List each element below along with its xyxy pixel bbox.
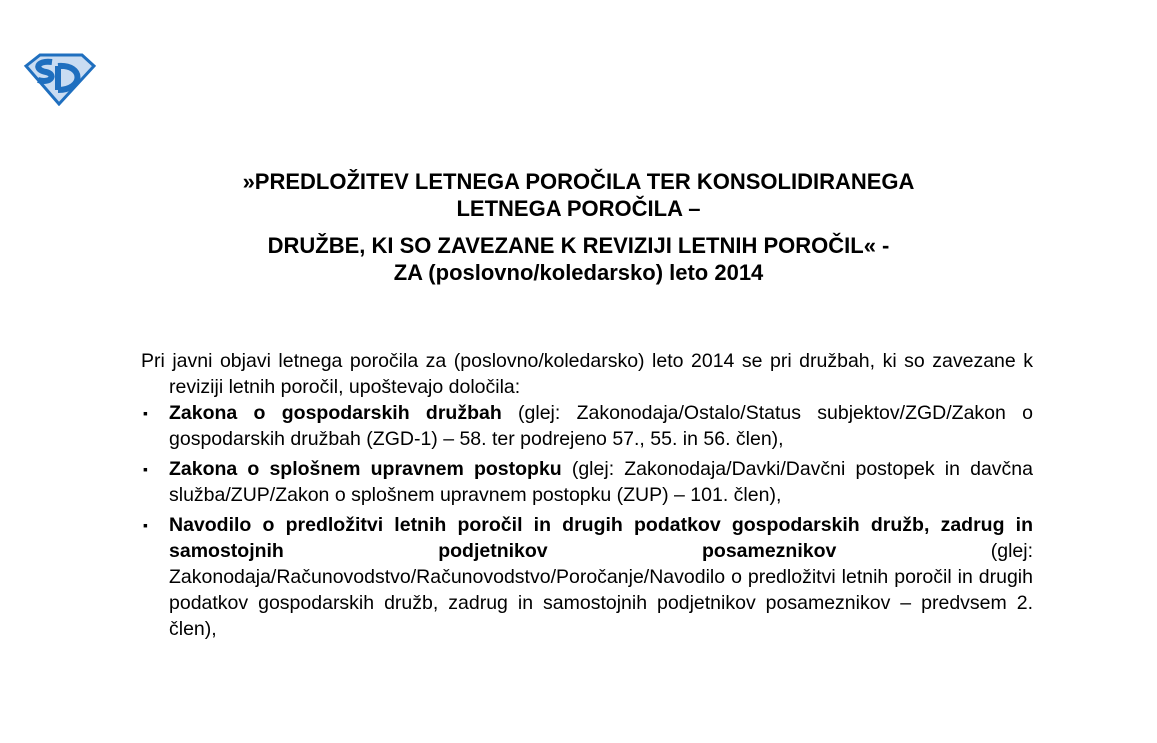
bullet-icon: ▪ (143, 517, 148, 533)
intro-paragraph: Pri javni objavi letnega poročila za (poslovno/koledarsko) leto 2014 se pri družbah, ki so zavezane k reviziji letnih poročil, upoštevajo določila: (141, 350, 1033, 398)
list-item (141, 512, 1033, 642)
list-item (141, 456, 1033, 508)
list-item (141, 400, 1033, 452)
law-name: Zakona o gospodarskih družbah (169, 402, 502, 424)
provisions-list (141, 400, 1033, 642)
company-logo (22, 52, 96, 106)
title-line: DRUŽBE, KI SO ZAVEZANE K REVIZIJI LETNIH POROČIL« - (267, 233, 890, 258)
bullet-icon: ▪ (143, 461, 148, 477)
law-name: Navodilo o predložitvi letnih poročil in drugih podatkov gospodarskih družb, zadrug in samostojnih podjetnikov posameznikov (169, 514, 1033, 562)
title-line: »PREDLOŽITEV LETNEGA POROČILA TER KONSOLIDIRANEGA (242, 169, 915, 194)
bullet-icon: ▪ (143, 405, 148, 421)
law-name: Zakona o splošnem upravnem postopku (169, 458, 562, 480)
title-line: ZA (poslovno/koledarsko) leto 2014 (393, 260, 764, 285)
law-reference: (glej: Zakonodaja/Davki/Davčni postopek in davčna služba/ZUP/Zakon o splošnem upravnem postopku (ZUP) – 101. člen), (169, 458, 1033, 506)
document-body (141, 348, 1033, 646)
title-line: LETNEGA POROČILA – (456, 196, 701, 221)
law-reference: (glej: Zakonodaja/Računovodstvo/Računovodstvo/Poročanje/Navodilo o predložitvi letnih poročil in drugih podatkov gospodarskih družb, zadrug in samostojnih podjetnikov posameznikov – predvsem 2. člen), (169, 540, 1034, 640)
law-reference: (glej: Zakonodaja/Ostalo/Status subjektov/ZGD/Zakon o gospodarskih družbah (ZGD-1) – 58. ter podrejeno 57., 55. in 56. člen), (169, 402, 1033, 450)
document-title (0, 168, 1157, 286)
